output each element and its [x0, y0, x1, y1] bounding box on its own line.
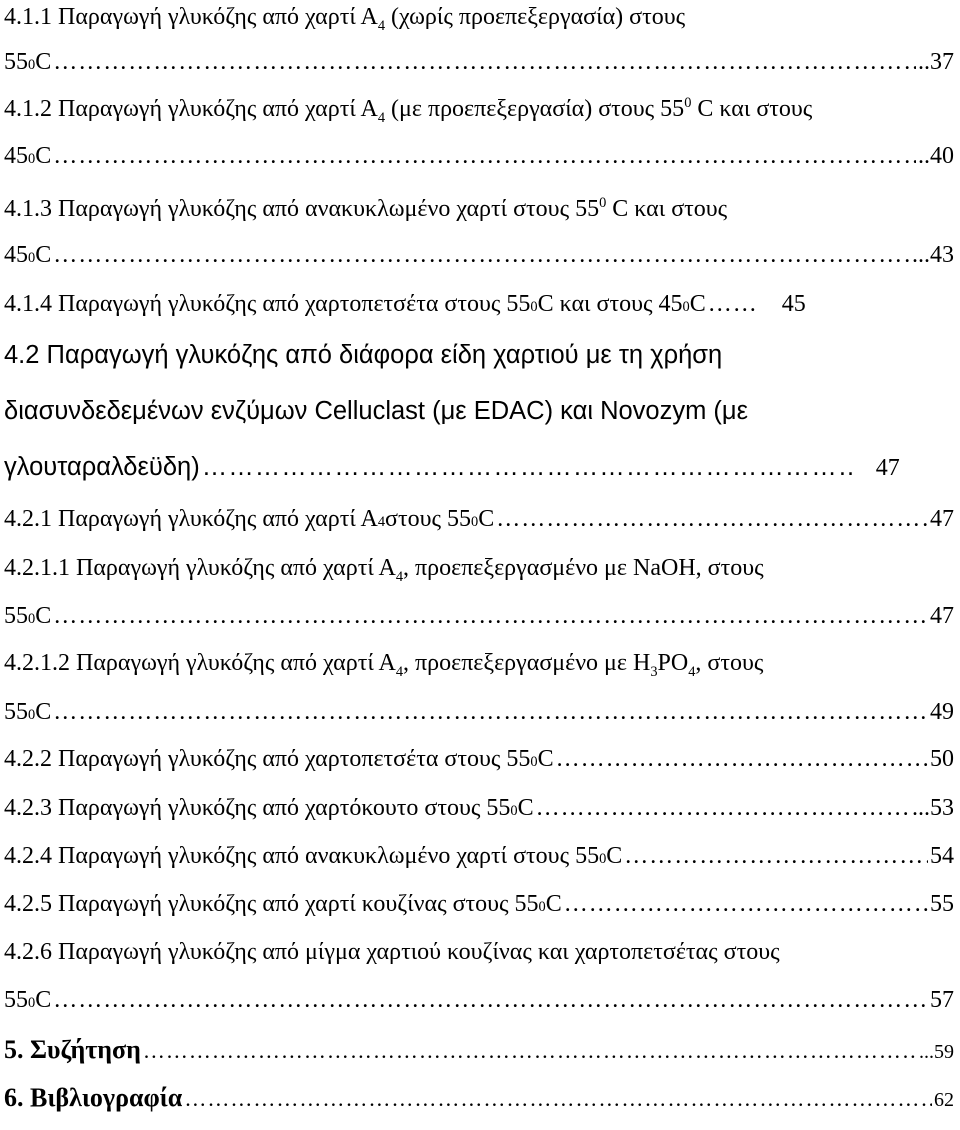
toc-entry-5: 5. Συζήτηση …………………………………………………………………………………………………………………………………………………… ...59 — [4, 1035, 954, 1067]
toc-entry-4-1-1-line2: 55 0 C …………………………………………………………………………………………………………………………………………………… ..37 — [4, 47, 954, 77]
dot-leader — [53, 141, 916, 171]
toc-entry-4-1-2-line2: 45 0 C …………………………………………………………………………………………………………………………………………………… ..40 — [4, 141, 954, 171]
page-number: ...59 — [919, 1041, 954, 1063]
toc-entry-4-2-5: 4.2.5 Παραγωγή γλυκόζης από χαρτί κουζίνας στους 55 0 C …………………………………………………………………………………………………………………………………………………… 55 — [4, 889, 954, 919]
toc-entry-4-2-line2: διασυνδεδεμένων ενζύμων Celluclast (με EDAC) και Novozym (με — [4, 397, 748, 425]
page-number: 62 — [934, 1089, 954, 1111]
dot-leader — [53, 240, 910, 270]
page-number: 57 — [930, 987, 954, 1013]
toc-entry-4-2-1-2-line1: 4.2.1.2 Παραγωγή γλυκόζης από χαρτί $A_4$, προεπεξεργασμένο με $H_3PO_4$, στους — [4, 650, 764, 680]
toc-entry-4-2-6-line1: 4.2.6 Παραγωγή γλυκόζης από μίγμα χαρτιού κουζίνας και χαρτοπετσέτας στους — [4, 939, 780, 965]
toc-entry-4-2-line3: γλουταραλδεϋδη) …………………………………………………………………………………………………………………………………………………… 47 — [4, 452, 954, 483]
page-number: 50 — [930, 746, 954, 772]
dot-leader — [53, 47, 916, 77]
page-number: 54 — [930, 843, 954, 869]
toc-entry-6: 6. Βιβλιογραφία …………………………………………………………………………………………………………………………………………………… 62 — [4, 1083, 954, 1115]
dot-leader — [556, 744, 928, 774]
toc-entry-4-2-line1: 4.2 Παραγωγή γλυκόζης από διάφορα είδη χαρτιού με τη χρήση — [4, 341, 723, 369]
page-number: ..37 — [918, 49, 954, 75]
toc-entry-4-2-1-1-line1: 4.2.1.1 Παραγωγή γλυκόζης από χαρτί $A_4$, προεπεξεργασμένο με NaOH, στους — [4, 555, 764, 585]
page-number: 49 — [930, 699, 954, 725]
toc-entry-4-1-2-line1: 4.1.2 Παραγωγή γλυκόζης από χαρτί $A_4$ (με προεπεξεργασία) στους $55^0$ C και στους — [4, 95, 813, 126]
page-number: ...53 — [912, 795, 954, 821]
page-number: 47 — [930, 603, 954, 629]
toc-entry-4-1-3-line2: 45 0 C …………………………………………………………………………………………………………………………………………………… ...43 — [4, 240, 954, 270]
toc-entry-4-1-4: 4.1.4 Παραγωγή γλυκόζης από χαρτοπετσέτα στους 55 0 C και στους 45 0 C …………………………………………………………………………………………………………………………………………………… 45 — [4, 289, 954, 319]
dot-leader — [53, 697, 928, 727]
dot-leader — [624, 841, 928, 871]
dot-leader — [536, 793, 910, 823]
dot-leader — [53, 601, 928, 631]
page-number: ..40 — [918, 143, 954, 169]
page-number: 47 — [930, 506, 954, 532]
toc-entry-4-2-1-1-line2: 55 0 C …………………………………………………………………………………………………………………………………………………… 47 — [4, 601, 954, 631]
toc-entry-4-2-1: 4.2.1 Παραγωγή γλυκόζης από χαρτί Α 4 στους 55 0 C …………………………………………………………………………………………………………………………………………………… 47 — [4, 504, 954, 534]
dot-leader — [143, 1036, 917, 1066]
dot-leader — [202, 452, 852, 482]
toc-entry-4-2-1-2-line2: 55 0 C …………………………………………………………………………………………………………………………………………………… 49 — [4, 697, 954, 727]
page-number: 47 — [875, 455, 900, 481]
toc-entry-4-1-1-line1: 4.1.1 Παραγωγή γλυκόζης από χαρτί $A_4$ (χωρίς προεπεξεργασία) στους — [4, 4, 686, 34]
toc-entry-4-1-3-line1: 4.1.3 Παραγωγή γλυκόζης από ανακυκλωμένο χαρτί στους $55^0$ C και στους — [4, 195, 728, 222]
dot-leader — [53, 985, 928, 1015]
page-number: 45 — [781, 291, 806, 317]
toc-entry-4-2-4: 4.2.4 Παραγωγή γλυκόζης από ανακυκλωμένο χαρτί στους 55 0 C …………………………………………………………………………………………………………………………………………………… 54 — [4, 841, 954, 871]
dot-leader — [496, 504, 928, 534]
toc-entry-4-2-2: 4.2.2 Παραγωγή γλυκόζης από χαρτοπετσέτα στους 55 0 C …………………………………………………………………………………………………………………………………………………… 50 — [4, 744, 954, 774]
dot-leader — [708, 289, 758, 319]
page-number: ...43 — [912, 242, 954, 268]
dot-leader — [564, 889, 928, 919]
page-number: 55 — [930, 891, 954, 917]
dot-leader — [184, 1084, 932, 1114]
toc-entry-4-2-6-line2: 55 0 C …………………………………………………………………………………………………………………………………………………… 57 — [4, 985, 954, 1015]
toc-entry-4-2-3: 4.2.3 Παραγωγή γλυκόζης από χαρτόκουτο στους 55 0 C …………………………………………………………………………………………………………………………………………………… ...53 — [4, 793, 954, 823]
